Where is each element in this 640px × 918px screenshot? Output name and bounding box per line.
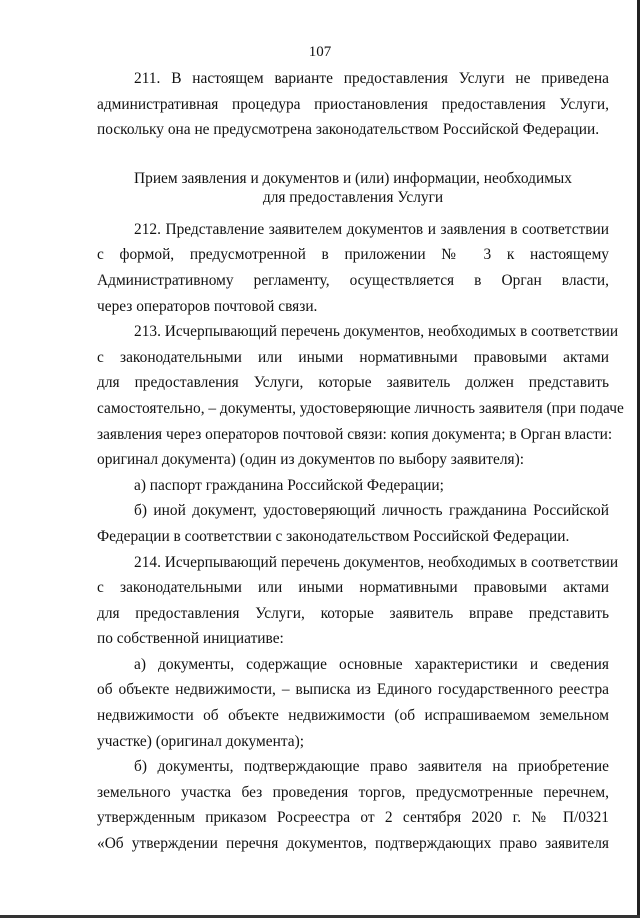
text-line: об объекте недвижимости, – выписка из Единого государственного реестра bbox=[97, 681, 609, 699]
text-line: оригинал документа) (один из документов по выбору заявителя): bbox=[97, 451, 524, 469]
text-line: Федерации в соответствии с законодательством Российской Федерации. bbox=[97, 527, 570, 545]
text-line: самостоятельно, – документы, удостоверяющие личность заявителя (при подаче bbox=[97, 399, 624, 417]
text-line: а) паспорт гражданина Российской Федерации; bbox=[134, 476, 444, 494]
text-line: через операторов почтовой связи. bbox=[97, 297, 318, 315]
text-line: с законодательными или иными нормативными правовыми актами bbox=[97, 348, 609, 366]
text-line: б) иной документ, удостоверяющий личность гражданина Российской bbox=[134, 502, 609, 520]
paragraph-214 bbox=[97, 550, 619, 652]
text-line: 212. Представление заявителем документов и заявления в соответствии bbox=[134, 220, 609, 238]
text-line: с законодательными или иными нормативными правовыми актами bbox=[97, 579, 609, 597]
text-line: утвержденным приказом Росреестра от 2 сентября 2020 г. № П/0321 bbox=[97, 809, 609, 827]
text-line: 213. Исчерпывающий перечень документов, необходимых в соответствии bbox=[134, 323, 619, 341]
paragraph-213-a bbox=[97, 473, 609, 499]
paragraph-214-a bbox=[97, 652, 609, 754]
text-line: по собственной инициативе: bbox=[97, 630, 284, 648]
heading-line: Прием заявления и документов и (или) информации, необходимых bbox=[134, 169, 572, 187]
text-line: с формой, предусмотренной в приложении № 3 к настоящему bbox=[97, 246, 609, 264]
text-line: для предоставления Услуги, которые заявитель должен представить bbox=[97, 374, 609, 392]
text-line: земельного участка без проведения торгов, предусмотренные перечнем, bbox=[97, 783, 609, 801]
heading-line: для предоставления Услуги bbox=[262, 188, 444, 206]
text-line: участке) (оригинал документа); bbox=[97, 732, 304, 750]
text-line: заявления через операторов почтовой связи: копия документа; в Орган власти: bbox=[97, 425, 613, 443]
paragraph-214-b bbox=[97, 754, 609, 856]
text-line: для предоставления Услуги, которые заявитель вправе представить bbox=[97, 604, 609, 622]
document-body bbox=[97, 66, 624, 857]
text-line: Административному регламенту, осуществляется в Орган власти, bbox=[97, 271, 609, 289]
text-line: недвижимости об объекте недвижимости (об испрашиваемом земельном bbox=[97, 707, 609, 725]
text-line: а) документы, содержащие основные характеристики и сведения bbox=[134, 655, 609, 673]
paragraph-212 bbox=[97, 217, 609, 319]
section-heading bbox=[97, 169, 609, 207]
page-number: 107 bbox=[308, 44, 332, 60]
paragraph-213-b bbox=[97, 498, 609, 549]
text-line: административная процедура приостановления предоставления Услуги, bbox=[97, 95, 609, 113]
text-line: поскольку она не предусмотрена законодательством Российской Федерации. bbox=[97, 121, 600, 139]
text-line: 214. Исчерпывающий перечень документов, необходимых в соответствии bbox=[134, 553, 619, 571]
paragraph-211 bbox=[97, 66, 609, 143]
text-line: «Об утверждении перечня документов, подтверждающих право заявителя bbox=[97, 835, 609, 853]
paragraph-213 bbox=[97, 319, 624, 473]
text-line: б) документы, подтверждающие право заявителя на приобретение bbox=[134, 758, 609, 776]
text-line: 211. В настоящем варианте предоставления Услуги не приведена bbox=[134, 70, 609, 87]
